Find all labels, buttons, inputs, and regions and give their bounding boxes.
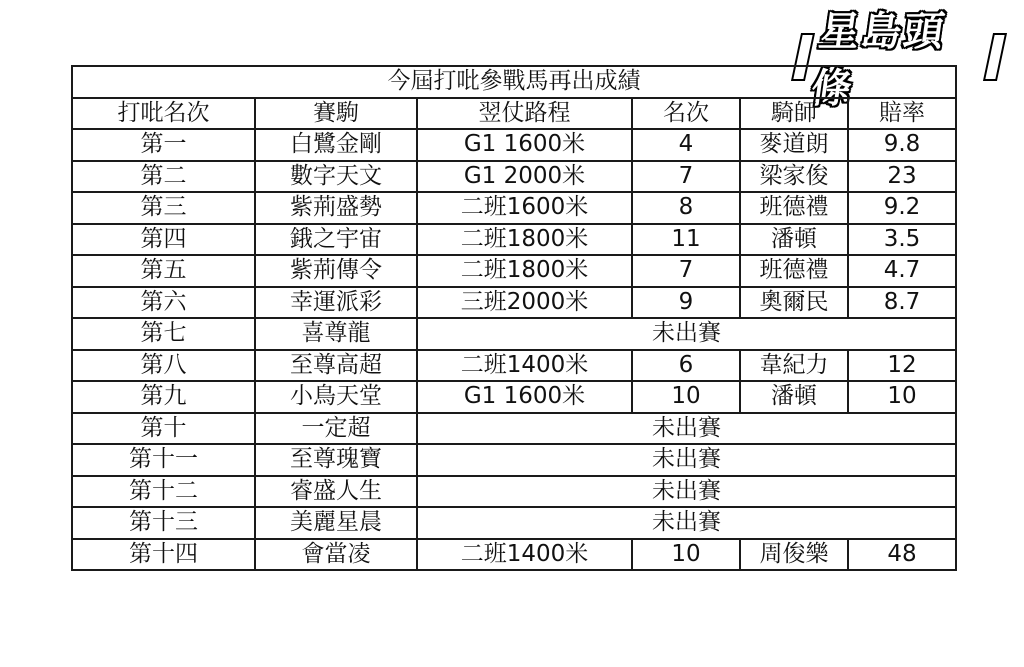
cell-odds: 12	[848, 350, 956, 382]
cell-jockey: 奧爾民	[740, 287, 848, 319]
cell-rank: 第六	[72, 287, 255, 319]
cell-place: 7	[632, 255, 740, 287]
cell-jockey: 潘頓	[740, 224, 848, 256]
header-place: 名次	[632, 98, 740, 130]
cell-horse: 至尊瑰寶	[255, 444, 417, 476]
cell-odds: 48	[848, 539, 956, 571]
cell-next-race: G1 1600米	[417, 381, 632, 413]
cell-jockey: 班德禮	[740, 192, 848, 224]
cell-status: 未出賽	[417, 444, 956, 476]
cell-place: 10	[632, 381, 740, 413]
table-row	[72, 444, 956, 476]
cell-horse: 幸運派彩	[255, 287, 417, 319]
cell-next-race: 二班1400米	[417, 350, 632, 382]
cell-rank: 第五	[72, 255, 255, 287]
table-row	[72, 224, 956, 256]
cell-jockey: 班德禮	[740, 255, 848, 287]
cell-next-race: G1 2000米	[417, 161, 632, 193]
table-row	[72, 507, 956, 539]
table-body	[72, 129, 956, 570]
cell-horse: 白鷺金剛	[255, 129, 417, 161]
table-row	[72, 476, 956, 508]
table-row	[72, 350, 956, 382]
cell-horse: 睿盛人生	[255, 476, 417, 508]
cell-horse: 小鳥天堂	[255, 381, 417, 413]
cell-jockey: 梁家俊	[740, 161, 848, 193]
header-horse: 賽駒	[255, 98, 417, 130]
cell-rank: 第十一	[72, 444, 255, 476]
cell-jockey: 潘頓	[740, 381, 848, 413]
cell-odds: 8.7	[848, 287, 956, 319]
cell-next-race: 二班1400米	[417, 539, 632, 571]
cell-next-race: 二班1600米	[417, 192, 632, 224]
header-odds: 賠率	[848, 98, 956, 130]
cell-rank: 第一	[72, 129, 255, 161]
cell-rank: 第二	[72, 161, 255, 193]
table-title: 今屆打吡參戰馬再出成績	[72, 66, 956, 98]
cell-jockey: 韋紀力	[740, 350, 848, 382]
cell-place: 6	[632, 350, 740, 382]
table-row	[72, 129, 956, 161]
table-title-row	[72, 66, 956, 98]
cell-horse: 紫荊盛勢	[255, 192, 417, 224]
cell-rank: 第七	[72, 318, 255, 350]
cell-rank: 第十二	[72, 476, 255, 508]
cell-place: 4	[632, 129, 740, 161]
table-row	[72, 192, 956, 224]
table-row	[72, 255, 956, 287]
cell-rank: 第十三	[72, 507, 255, 539]
cell-next-race: G1 1600米	[417, 129, 632, 161]
header-next-race: 翌仗路程	[417, 98, 632, 130]
cell-status: 未出賽	[417, 413, 956, 445]
cell-odds: 10	[848, 381, 956, 413]
cell-horse: 鋨之宇宙	[255, 224, 417, 256]
table-row	[72, 161, 956, 193]
results-table	[71, 65, 957, 571]
cell-odds: 9.8	[848, 129, 956, 161]
logo-text: 星島頭條	[808, 9, 949, 112]
table-header-row	[72, 98, 956, 130]
table-row	[72, 381, 956, 413]
cell-horse: 會當凌	[255, 539, 417, 571]
cell-place: 7	[632, 161, 740, 193]
cell-status: 未出賽	[417, 318, 956, 350]
cell-horse: 喜尊龍	[255, 318, 417, 350]
table-row	[72, 413, 956, 445]
cell-horse: 數字天文	[255, 161, 417, 193]
cell-place: 10	[632, 539, 740, 571]
table-row	[72, 318, 956, 350]
cell-odds: 3.5	[848, 224, 956, 256]
cell-rank: 第四	[72, 224, 255, 256]
cell-odds: 4.7	[848, 255, 956, 287]
cell-next-race: 二班1800米	[417, 224, 632, 256]
cell-rank: 第十	[72, 413, 255, 445]
cell-next-race: 二班1800米	[417, 255, 632, 287]
cell-jockey: 周俊樂	[740, 539, 848, 571]
cell-rank: 第九	[72, 381, 255, 413]
cell-odds: 23	[848, 161, 956, 193]
cell-place: 9	[632, 287, 740, 319]
cell-status: 未出賽	[417, 476, 956, 508]
cell-next-race: 三班2000米	[417, 287, 632, 319]
table-row	[72, 539, 956, 571]
logo-right-bar-icon	[983, 33, 1007, 81]
header-rank: 打吡名次	[72, 98, 255, 130]
cell-rank: 第三	[72, 192, 255, 224]
header-jockey: 騎師	[740, 98, 848, 130]
cell-status: 未出賽	[417, 507, 956, 539]
cell-jockey: 麥道朗	[740, 129, 848, 161]
cell-place: 8	[632, 192, 740, 224]
cell-horse: 一定超	[255, 413, 417, 445]
cell-rank: 第十四	[72, 539, 255, 571]
cell-horse: 紫荊傳令	[255, 255, 417, 287]
cell-rank: 第八	[72, 350, 255, 382]
cell-odds: 9.2	[848, 192, 956, 224]
cell-horse: 美麗星晨	[255, 507, 417, 539]
cell-horse: 至尊高超	[255, 350, 417, 382]
table-row	[72, 287, 956, 319]
cell-place: 11	[632, 224, 740, 256]
